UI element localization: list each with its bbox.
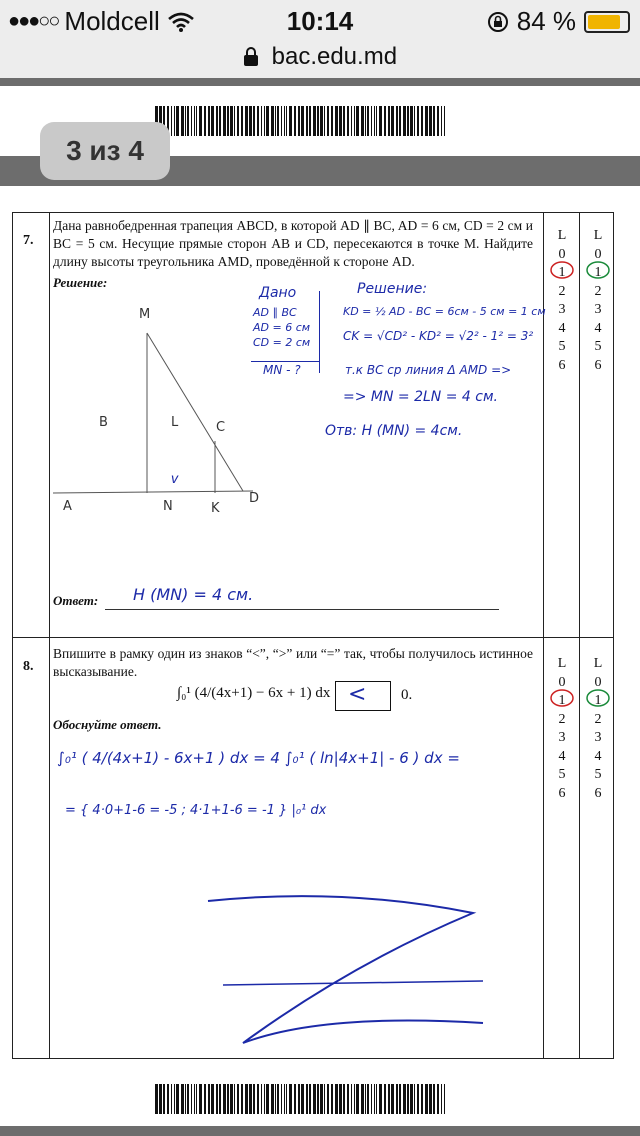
barcode-bar [407, 1084, 409, 1114]
barcode-bar [194, 106, 195, 136]
barcode-bar [376, 106, 377, 136]
barcode-bar [174, 106, 175, 136]
barcode-bar [281, 106, 282, 136]
barcode-bar [335, 1084, 338, 1114]
barcode-bar [356, 1084, 359, 1114]
viewer-background [0, 1126, 640, 1136]
signal-icon: ●●●○○ [8, 10, 59, 32]
barcode-bar [155, 1084, 158, 1114]
barcode-bar [391, 106, 394, 136]
battery-percent: 84 % [516, 6, 576, 36]
barcode-bar [309, 106, 311, 136]
solution-line: CK = √CD² - KD² = √2² - 1² = 3² [343, 329, 534, 343]
barcode-bar [289, 1084, 292, 1114]
barcode-bar [421, 1084, 423, 1114]
barcode-bar [433, 106, 435, 136]
given-list [253, 305, 310, 350]
barcode-bar [266, 1084, 269, 1114]
barcode-bar [361, 106, 364, 136]
barcode-bar [284, 1084, 285, 1114]
barcode-bar [227, 106, 229, 136]
barcode-bar [356, 106, 359, 136]
score-cell: 0 [558, 674, 566, 690]
barcode-bottom [155, 1084, 450, 1114]
handwritten-line: ∫₀¹ ( 4/(4x+1) - 6x+1 ) dx = 4 ∫₀¹ ( ln|4x+1| - 6 ) dx = [57, 749, 460, 767]
barcode-bar [354, 106, 355, 136]
barcode-bar [185, 1084, 186, 1114]
question-number: 7. [23, 233, 34, 248]
barcode-bar [223, 1084, 226, 1114]
barcode-bar [271, 106, 274, 136]
barcode-bar [245, 106, 248, 136]
barcode-bar [354, 1084, 355, 1114]
barcode-bar [403, 1084, 406, 1114]
url-text: bac.edu.md [271, 42, 398, 70]
point-label: K [211, 501, 220, 516]
barcode-bar [204, 106, 206, 136]
barcode-bar [176, 1084, 179, 1114]
barcode-bar [433, 1084, 435, 1114]
status-bar [0, 0, 640, 42]
score-cell: 0 [594, 246, 602, 262]
given-line: AD ∥ BC [253, 306, 297, 319]
barcode-bar [327, 1084, 329, 1114]
barcode-bar [191, 106, 192, 136]
barcode-bar [237, 1084, 239, 1114]
battery-icon [584, 11, 630, 33]
solution-title: Решение: [357, 281, 428, 297]
barcode-bar [196, 106, 197, 136]
barcode-bar [379, 106, 382, 136]
barcode-bar [324, 1084, 325, 1114]
score-cell: 6 [594, 357, 602, 373]
given-line: CD = 2 см [253, 336, 311, 349]
rotation-lock-icon [487, 11, 509, 33]
score-cell: 6 [594, 785, 602, 801]
barcode-bar [425, 1084, 428, 1114]
barcode-bar [253, 1084, 255, 1114]
barcode-bar [365, 1084, 366, 1114]
barcode-bar [275, 106, 276, 136]
barcode-bar [264, 1084, 265, 1114]
barcode-bar [347, 106, 349, 136]
score-cell: L [557, 228, 567, 243]
point-label: C [216, 420, 226, 435]
point-label: D [249, 491, 260, 506]
score-cell: 3 [558, 302, 566, 317]
score-cell: 4 [594, 320, 602, 336]
barcode-bar [185, 106, 186, 136]
barcode-bar [253, 106, 255, 136]
barcode-bar [313, 106, 316, 136]
given-title: Дано [259, 285, 297, 301]
row-divider [13, 637, 613, 638]
barcode-bar [351, 1084, 352, 1114]
score-cell: 2 [594, 283, 602, 299]
barcode-bar [219, 106, 221, 136]
barcode-bar [313, 1084, 316, 1114]
barcode-bar [241, 106, 243, 136]
score-cell: 3 [594, 730, 602, 745]
answer-label: Ответ: [53, 593, 99, 608]
score-cell: 5 [594, 339, 602, 354]
barcode-bar [187, 106, 189, 136]
clock: 10:14 [286, 6, 354, 36]
score-column [583, 227, 613, 375]
score-cell: 1 [594, 265, 602, 280]
barcode-bar [407, 106, 409, 136]
barcode-bar [374, 1084, 375, 1114]
barcode-bar [171, 1084, 172, 1114]
barcode-bar [277, 106, 279, 136]
barcode-bar [234, 106, 235, 136]
exam-page [0, 186, 640, 1126]
barcode-bar [249, 106, 252, 136]
barcode-bar [396, 106, 398, 136]
barcode-bar [301, 106, 304, 136]
score-cell: 4 [558, 320, 566, 336]
barcode-bar [399, 1084, 401, 1114]
rhs-value: 0. [401, 687, 413, 703]
answer-line [105, 609, 499, 610]
barcode-bar [317, 1084, 319, 1114]
barcode-bar [444, 106, 445, 136]
barcode-bar [211, 1084, 214, 1114]
barcode-bar [371, 1084, 372, 1114]
barcode-bar [171, 106, 172, 136]
barcode-bar [429, 1084, 432, 1114]
barcode-bar [234, 1084, 235, 1114]
score-cell: 0 [594, 674, 602, 690]
barcode-bar [159, 1084, 162, 1114]
barcode-bar [249, 1084, 252, 1114]
barcode-bar [376, 1084, 377, 1114]
barcode-bar [294, 1084, 296, 1114]
barcode-bar [199, 106, 202, 136]
column-divider [543, 213, 544, 1058]
carrier-name: Moldcell [64, 6, 160, 36]
barcode-bar [191, 1084, 192, 1114]
score-cell: 5 [558, 339, 566, 354]
barcode-bar [230, 106, 233, 136]
solution-line: => MN = 2LN = 4 см. [343, 389, 498, 405]
address-bar[interactable] [0, 42, 640, 78]
barcode-bar [441, 1084, 442, 1114]
barcode-bar [399, 106, 401, 136]
answer-sign: < [348, 682, 367, 707]
score-cell: 5 [594, 767, 602, 782]
score-cell: 3 [594, 302, 602, 317]
barcode-bar [335, 106, 338, 136]
barcode-bar [388, 1084, 390, 1114]
barcode-bar [414, 1084, 415, 1114]
score-cell: L [557, 656, 567, 671]
barcode-bar [403, 106, 406, 136]
score-cell: L [593, 228, 603, 243]
barcode-bar [331, 1084, 333, 1114]
solution-line: т.к BC ср линия Δ AMD => [345, 363, 512, 377]
page-indicator: 3 из 4 [40, 122, 170, 180]
find-label: MN - ? [263, 363, 301, 377]
barcode-bar [441, 106, 442, 136]
question-text: Дана равнобедренная трапеция ABCD, в которой AD ∥ BC, AD = 6 см, CD = 2 см и BC = 5 см. Несущие прямые сторон AB и CD, пересекаются в точке M. Найдите длину высоты треугольника AMD, проведённой к стороне AD. [53, 218, 533, 269]
barcode-bar [286, 1084, 287, 1114]
barcode-bar [384, 1084, 386, 1114]
barcode-bar [223, 106, 226, 136]
barcode-top [155, 106, 450, 136]
score-cell: 5 [558, 767, 566, 782]
barcode-bar [257, 1084, 259, 1114]
barcode-bar [339, 1084, 342, 1114]
barcode-bar [261, 106, 262, 136]
score-column [547, 655, 577, 803]
answer-text: H (MN) = 4 см. [133, 585, 254, 604]
barcode-bar [425, 106, 428, 136]
svg-text:v: v [171, 470, 178, 486]
barcode-bar [306, 1084, 308, 1114]
barcode-bar [167, 1084, 169, 1114]
barcode-bar [309, 1084, 311, 1114]
barcode-bar [271, 1084, 274, 1114]
handwritten-line: = { 4·0+1-6 = -5 ; 4·1+1-6 = -1 } |₀¹ dx [65, 803, 327, 818]
barcode-bar [429, 106, 432, 136]
barcode-bar [367, 1084, 369, 1114]
answer-box[interactable] [335, 681, 391, 711]
score-cell: 2 [558, 711, 566, 727]
barcode-bar [437, 1084, 439, 1114]
column-divider [579, 213, 580, 1058]
barcode-bar [417, 1084, 419, 1114]
question-number: 8. [23, 659, 34, 674]
score-cell: 6 [558, 785, 566, 801]
integral-expression: ∫₀¹ (4/(4x+1) − 6x + 1) dx [177, 685, 331, 701]
point-label: M [139, 307, 151, 322]
given-underline [251, 361, 319, 362]
barcode-bar [181, 1084, 184, 1114]
point-label: L [171, 415, 179, 430]
score-cell: 2 [594, 711, 602, 727]
barcode-bar [261, 1084, 262, 1114]
viewer-background [0, 78, 640, 86]
barcode-bar [245, 1084, 248, 1114]
barcode-bar [216, 1084, 218, 1114]
barcode-bar [351, 106, 352, 136]
answer-sheet [12, 212, 614, 1059]
barcode-bar [199, 1084, 202, 1114]
barcode-bar [320, 106, 323, 136]
barcode-bar [257, 106, 259, 136]
barcode-bar [343, 1084, 345, 1114]
score-cell: 4 [558, 748, 566, 764]
barcode-bar [327, 106, 329, 136]
lock-icon [243, 47, 259, 67]
barcode-bar [187, 1084, 189, 1114]
score-cell: 1 [558, 693, 566, 708]
barcode-bar [388, 106, 390, 136]
score-cell: 0 [558, 246, 566, 262]
score-cell: 1 [594, 693, 602, 708]
trapezoid-diagram [43, 293, 283, 523]
barcode-bar [298, 1084, 300, 1114]
score-marks [543, 259, 615, 285]
score-cell: L [593, 656, 603, 671]
score-cell: 4 [594, 748, 602, 764]
barcode-bar [374, 106, 375, 136]
barcode-bar [410, 1084, 413, 1114]
barcode-bar [241, 1084, 243, 1114]
barcode-bar [216, 106, 218, 136]
solution-line: KD = ½ AD - BC = 6см - 5 см = 1 см [343, 305, 546, 318]
barcode-bar [365, 106, 366, 136]
barcode-bar [294, 106, 296, 136]
point-label: N [163, 499, 173, 514]
barcode-bar [284, 106, 285, 136]
barcode-bar [211, 106, 214, 136]
barcode-bar [371, 106, 372, 136]
barcode-bar [208, 1084, 210, 1114]
barcode-bar [196, 1084, 197, 1114]
barcode-bar [343, 106, 345, 136]
barcode-bar [301, 1084, 304, 1114]
barcode-bar [444, 1084, 445, 1114]
score-column [583, 655, 613, 803]
solution-label: Решение: [53, 275, 108, 290]
question-text: Впишите в рамку один из знаков “<”, “>” или “=” так, чтобы получилось истинное высказывание. [53, 646, 533, 679]
barcode-bar [176, 106, 179, 136]
score-cell: 6 [558, 357, 566, 373]
barcode-bar [264, 106, 265, 136]
point-label: B [99, 415, 108, 430]
barcode-bar [208, 106, 210, 136]
barcode-bar [277, 1084, 279, 1114]
barcode-bar [237, 106, 239, 136]
barcode-bar [367, 106, 369, 136]
barcode-bar [391, 1084, 394, 1114]
barcode-bar [396, 1084, 398, 1114]
strike-out-mark [203, 893, 493, 1053]
barcode-bar [227, 1084, 229, 1114]
score-marks [543, 687, 615, 713]
barcode-bar [306, 106, 308, 136]
barcode-bar [194, 1084, 195, 1114]
barcode-bar [204, 1084, 206, 1114]
solution-line: Отв: H (MN) = 4см. [325, 423, 463, 439]
barcode-bar [437, 106, 439, 136]
barcode-bar [230, 1084, 233, 1114]
barcode-bar [320, 1084, 323, 1114]
barcode-bar [281, 1084, 282, 1114]
barcode-bar [421, 106, 423, 136]
barcode-bar [379, 1084, 382, 1114]
barcode-bar [219, 1084, 221, 1114]
barcode-bar [384, 106, 386, 136]
score-cell: 1 [558, 265, 566, 280]
justify-label: Обоснуйте ответ. [53, 717, 162, 732]
barcode-bar [361, 1084, 364, 1114]
barcode-bar [339, 106, 342, 136]
barcode-bar [275, 1084, 276, 1114]
barcode-bar [174, 1084, 175, 1114]
barcode-bar [181, 106, 184, 136]
barcode-bar [347, 1084, 349, 1114]
given-divider [319, 291, 320, 373]
barcode-bar [266, 106, 269, 136]
barcode-bar [324, 106, 325, 136]
barcode-bar [331, 106, 333, 136]
given-line: AD = 6 см [253, 321, 311, 334]
point-label: A [63, 499, 72, 514]
barcode-bar [410, 106, 413, 136]
barcode-bar [163, 1084, 165, 1114]
barcode-bar [317, 106, 319, 136]
barcode-bar [289, 106, 292, 136]
score-column [547, 227, 577, 375]
score-cell: 3 [558, 730, 566, 745]
score-cell: 2 [558, 283, 566, 299]
barcode-bar [298, 106, 300, 136]
barcode-bar [286, 106, 287, 136]
barcode-bar [417, 106, 419, 136]
barcode-bar [414, 106, 415, 136]
